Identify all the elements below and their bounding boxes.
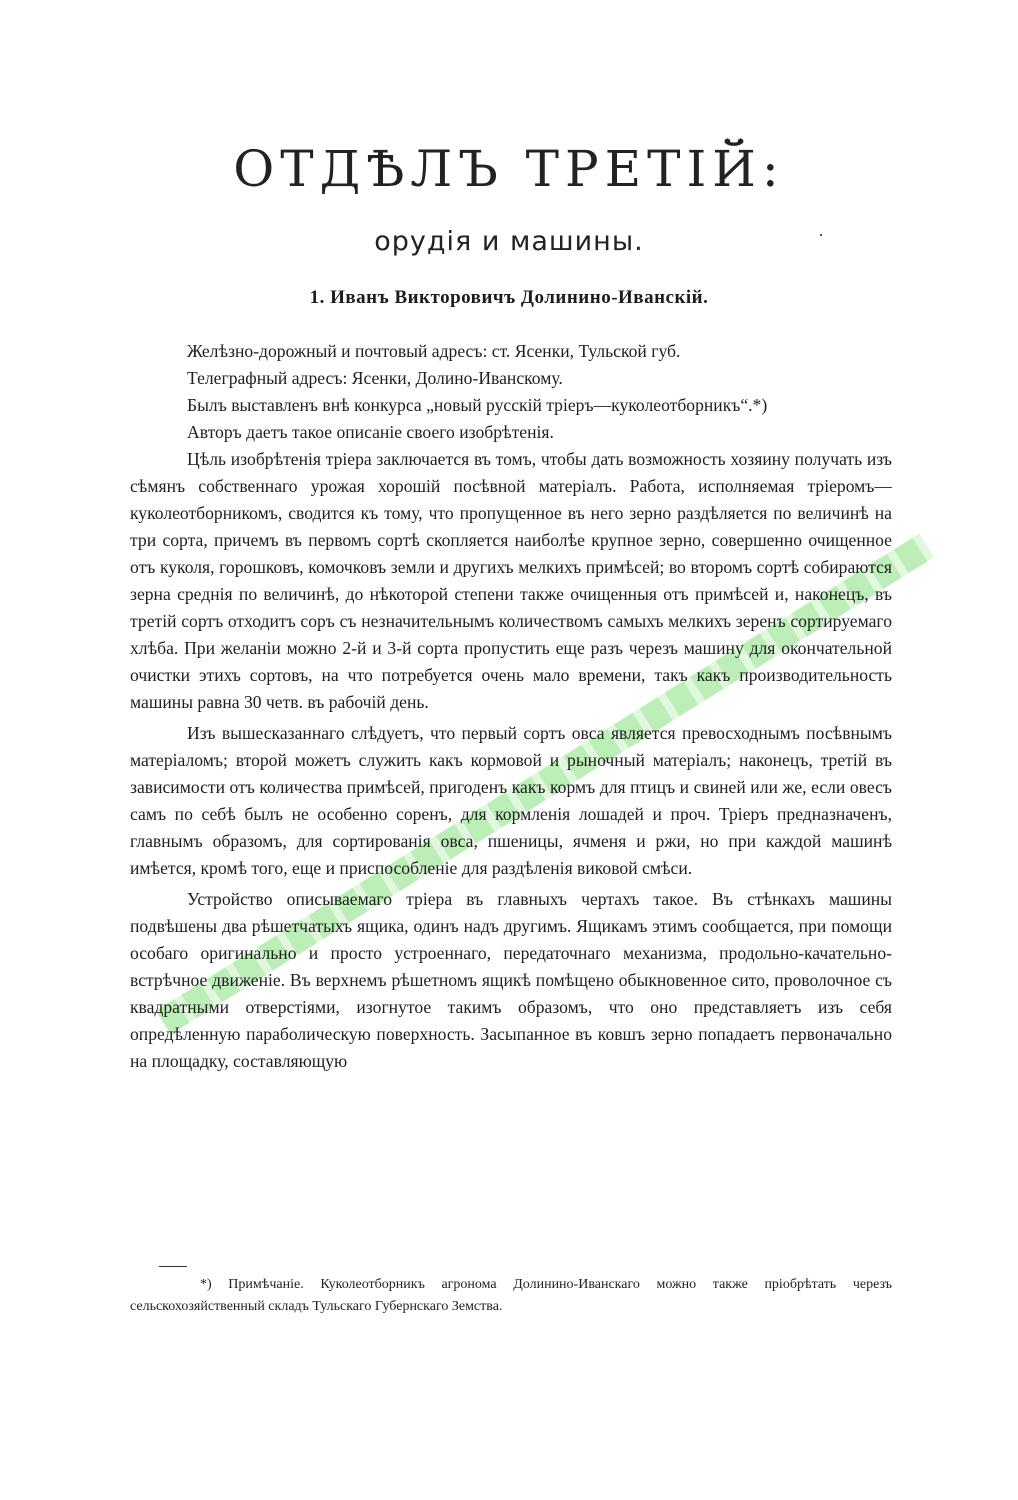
paragraph-author: Авторъ даетъ такое описаніе своего изобрѣтенія. — [187, 422, 554, 442]
section-subtitle: орудія и машины. — [374, 226, 644, 257]
paragraph-grades: Изъ вышесказаннаго слѣдуетъ, что первый сортъ овса является превосходнымъ посѣвнымъ матеріаломъ; второй можетъ служить какъ кормовой и рыночный матеріалъ; наконецъ, третій въ зависимости отъ количества примѣсей, пригоденъ какъ кормъ для птицъ и свиней или же, если овесъ самъ по себѣ былъ не особенно соренъ, для кормленія лошадей и проч. Тріеръ предназначенъ, главнымъ образомъ, для сортированія овса, пшеницы, ячменя и ржи, но при каждой машинѣ имѣется, кромѣ того, еще и приспособленіе для раздѣленія виковой смѣси. — [130, 723, 892, 878]
entry-heading: 1. Иванъ Викторовичъ Долинино-Иванскій. — [309, 287, 709, 308]
paragraph-purpose: Цѣль изобрѣтенія тріера заключается въ томъ, чтобы дать возможность хозяину получать изъ сѣмянъ собственнаго урожая хорошій посѣвной матеріалъ. Работа, исполняемая тріеромъ—куколеотборникомъ, сводится къ тому, что пропущенное въ него зерно раздѣляется по величинѣ на три сорта, причемъ въ первомъ сортѣ скопляется наиболѣе крупное зерно, совершенно очищенное отъ куколя, горошковъ, комочковъ земли и другихъ мелкихъ примѣсей; во второмъ сортѣ собираются зерна среднія по величинѣ, до нѣкоторой степени также очищенныя отъ примѣсей и, наконецъ, въ третій сортъ отходитъ соръ съ незначительнымъ количествомъ самыхъ мелкихъ зеренъ сортируемаго хлѣба. При желаніи можно 2-й и 3-й сорта пропустить еще разъ черезъ машину для окончательной очистки этихъ сортовъ, на что потребуется очень мало времени, такъ какъ производительность машины равна 30 четв. въ рабочій день. — [130, 449, 892, 712]
paragraph-exhibited: Былъ выставленъ внѣ конкурса „новый русскій тріеръ—куколеотборникъ“.*) — [187, 395, 768, 415]
paragraph-construction: Устройство описываемаго тріера въ главныхъ чертахъ такое. Въ стѣнкахъ машины подвѣшены два рѣшетчатыхъ ящика, одинъ надъ другимъ. Ящикамъ этимъ сообщается, при помощи особаго оригинально и просто устроеннаго, передаточнаго механизма, продольно-качательно-встрѣчное движеніе. Въ верхнемъ рѣшетномъ ящикѣ помѣщено обыкновенное сито, проволочное съ квадратными отверстіями, изогнутое такимъ образомъ, что оно представляетъ изъ себя опредѣленную параболическую поверхность. Засыпанное въ ковшъ зерно попадаетъ первоначально на площадку, составляющую — [130, 889, 892, 1071]
body-text — [130, 338, 892, 1075]
footnote-rule — [159, 1266, 187, 1267]
footnote — [130, 1274, 892, 1318]
paragraph-address: Желѣзно-дорожный и почтовый адресъ: ст. Ясенки, Тульской губ. — [187, 341, 681, 361]
footnote-text: *) Примѣчаніе. Куколеотборникъ агронома Долинино-Иванскаго можно также пріобрѣтать черезъ сельскохозяйственный складъ Тульскаго Губернскаго Земства. — [130, 1277, 892, 1314]
section-title: ОТДѢЛЪ ТРЕТІЙ: — [233, 140, 785, 198]
paragraph-telegraph: Телеграфный адресъ: Ясенки, Долино-Иванскому. — [187, 368, 563, 388]
